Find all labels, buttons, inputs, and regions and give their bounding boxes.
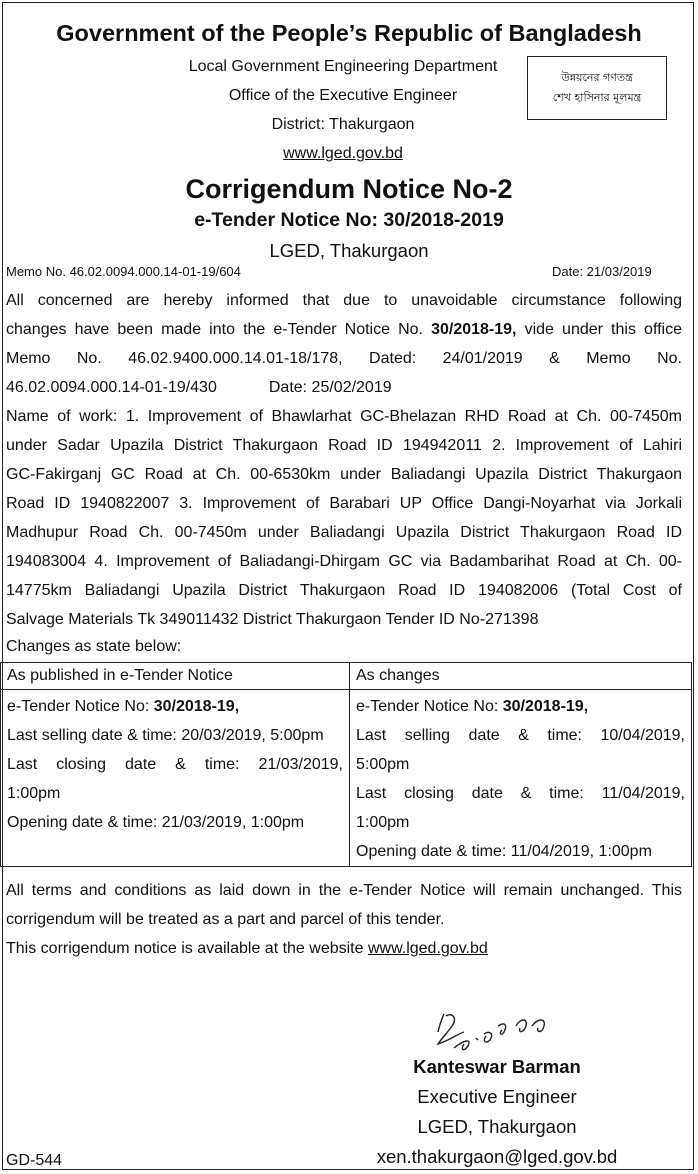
closing-line-1: All terms and conditions as laid down in the e-Tender Notice will remain unchanged. This [6,882,682,899]
changes-label: Changes as state below: [6,638,182,655]
slogan-line-2: শেখ হাসিনার মূলমন্ত্র [552,91,642,104]
signatory-office: LGED, Thakurgaon [417,1116,577,1137]
published-closing: Last closing date & time: 21/03/2019, [7,756,343,773]
published-etender-line: e-Tender Notice No: 30/2018-19, [7,698,240,715]
work-line: Salvage Materials Tk 349011432 District Thakurgaon Tender ID No-271398 [6,611,539,628]
changed-closing-time: 1:00pm [356,814,410,831]
published-opening: Opening date & time: 21/03/2019, 1:00pm [7,814,305,831]
work-line: 14775km Baliadangi Upazila District Thakurgaon Road ID 194082006 (Total Cost of [6,582,682,599]
notice-title: Corrigendum Notice No-2 [185,174,513,204]
work-line: Name of work: 1. Improvement of Bhawlarhat GC-Bhelazan RHD Road at Ch. 00-7450m [6,408,682,425]
office-name: Office of the Executive Engineer [228,87,458,104]
signatory-email[interactable]: xen.thakurgaon@lged.gov.bd [376,1146,618,1167]
header-website-link[interactable]: www.lged.gov.bd [283,145,403,162]
changed-etender-line: e-Tender Notice No: 30/2018-19, [356,698,589,715]
published-cell [1,690,350,867]
table-row [1,690,692,867]
etender-notice-number: e-Tender Notice No: 30/2018-2019 [194,209,504,231]
intro-paragraph [6,286,682,402]
intro-line-3: Memo No. 46.02.9400.000.14.01-18/178, Dated: 24/01/2019 & Memo No. [6,350,682,367]
slogan-line-1: উন্নয়নের গণতন্ত্র [561,71,633,84]
changes-cell [350,690,692,867]
name-of-work-paragraph [6,402,682,634]
notice-number-bold: 30/2018-19, [431,321,517,338]
changed-opening: Opening date & time: 11/04/2019, 1:00pm [356,843,652,860]
memo-number: Memo No. 46.02.0094.000.14-01-19/604 [6,264,241,279]
intro-line-2: changes have been made into the e-Tender Notice No. 30/2018-19, vide under this office [6,321,683,338]
issuing-office: LGED, Thakurgaon [269,240,429,261]
footer-code: GD-544 [6,1152,63,1169]
changed-selling-time: 5:00pm [356,756,410,773]
changed-selling: Last selling date & time: 10/04/2019, [356,727,685,744]
column-header-changes: As changes [350,663,692,690]
closing-line-3: This corrigendum notice is available at the website www.lged.gov.bd [6,940,488,957]
signatory-title: Executive Engineer [417,1086,577,1107]
work-line: GC-Fakirganj GC Road at Ch. 00-6530km under Baliadangi Upazila District Thakurgaon [6,466,682,483]
changes-table [0,662,692,867]
published-selling: Last selling date & time: 20/03/2019, 5:00pm [7,727,324,744]
closing-paragraph [6,876,682,963]
table-header-row [1,663,692,690]
signatory-block [372,1052,622,1172]
slogan-box [527,56,667,120]
intro-line-4: 46.02.0094.000.14-01-19/430 Date: 25/02/2019 [6,379,392,396]
intro-line-1: All concerned are hereby informed that due to unavoidable circumstance following [6,292,682,309]
work-line: 194083004 4. Improvement of Baliadangi-Dhirgam GC via Badambarihat Road at Ch. 00- [6,553,682,570]
government-heading: Government of the People’s Republic of Bangladesh [56,20,642,46]
department-name: Local Government Engineering Department [188,58,498,75]
published-closing-time: 1:00pm [7,785,61,802]
work-line: under Sadar Upazila District Thakurgaon Road ID 194942011 2. Improvement of Lahiri [6,437,682,454]
column-header-published: As published in e-Tender Notice [1,663,350,690]
district-name: District: Thakurgaon [271,116,415,133]
work-line: Madhupur Road Ch. 00-7450m under Baliadangi Upazila District Thakurgaon Road ID [6,524,682,541]
work-line: Road ID 1940822007 3. Improvement of Barabari UP Office Dangi-Noyarhat via Jorkali [6,495,682,512]
closing-line-2: corrigendum will be treated as a part and parcel of this tender. [6,911,445,928]
changed-closing: Last closing date & time: 11/04/2019, [356,785,685,802]
memo-date: Date: 21/03/2019 [552,264,652,279]
footer-website-link[interactable]: www.lged.gov.bd [367,940,488,957]
signatory-name: Kanteswar Barman [413,1056,581,1077]
